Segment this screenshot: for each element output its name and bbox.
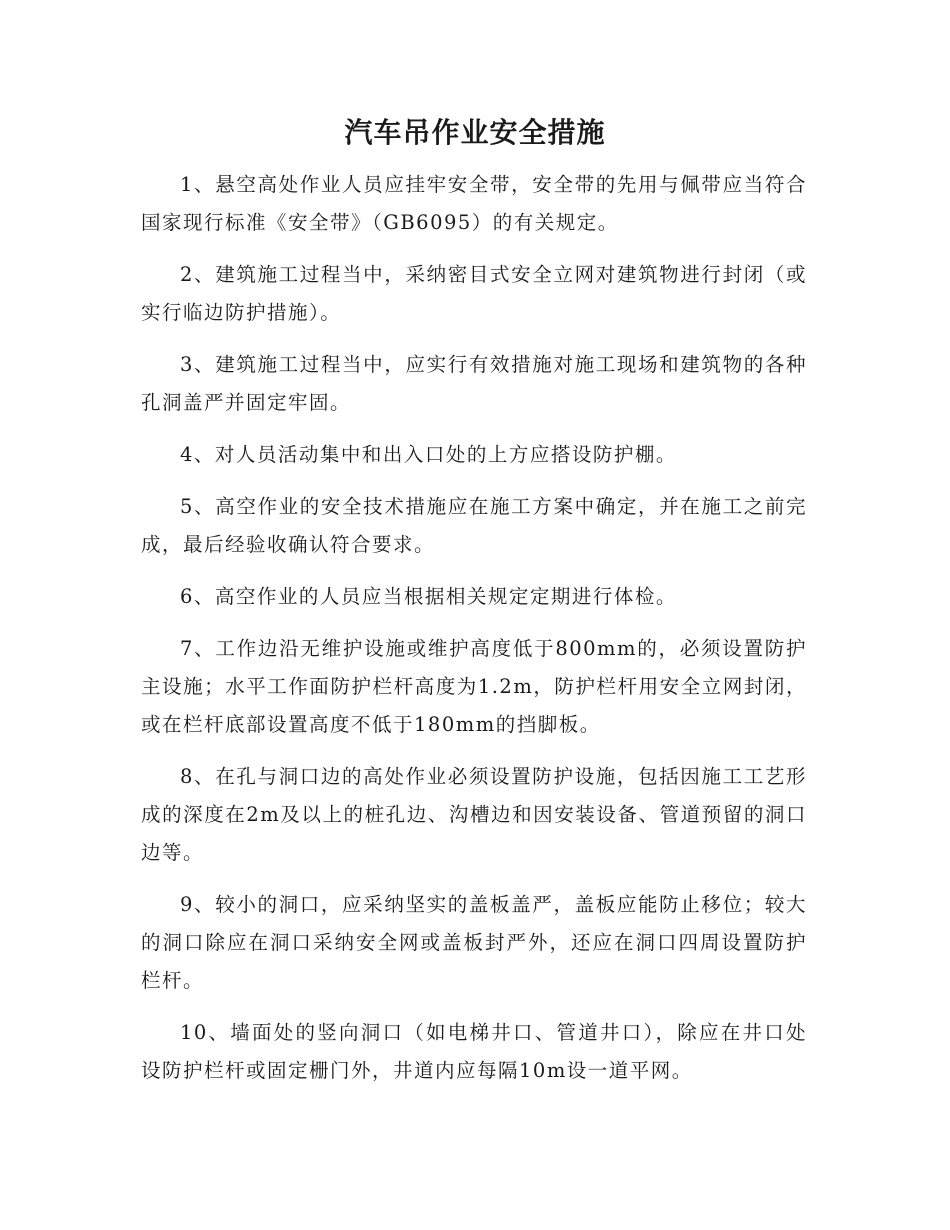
paragraph-3: 3、建筑施工过程当中，应实行有效措施对施工现场和建筑物的各种孔洞盖严并固定牢固。: [141, 353, 807, 414]
paragraph-8: 8、在孔与洞口边的高处作业必须设置防护设施，包括因施工工艺形成的深度在2m及以上的桩孔边、沟槽边和因安装设备、管道预留的洞口边等。: [141, 765, 807, 864]
paragraph-2: 2、建筑施工过程当中，采纳密目式安全立网对建筑物进行封闭（或实行临边防护措施）。: [141, 263, 807, 324]
paragraph-4: 4、对人员活动集中和出入口处的上方应搭设防护棚。: [180, 443, 677, 466]
paragraph-5: 5、高空作业的安全技术措施应在施工方案中确定，并在施工之前完成，最后经验收确认符合要求。: [141, 495, 807, 556]
document-body: [141, 166, 807, 1104]
paragraph-7: 7、工作边沿无维护设施或维护高度低于800mm的，必须设置防护主设施；水平工作面防护栏杆高度为1.2m，防护栏杆用安全立网封闭，或在栏杆底部设置高度不低于180mm的挡脚板。: [141, 637, 807, 736]
paragraph-1: 1、悬空高处作业人员应挂牢安全带，安全带的先用与佩带应当符合国家现行标准《安全带》（GB6095）的有关规定。: [141, 173, 807, 234]
paragraph-10: 10、墙面处的竖向洞口（如电梯井口、管道井口），除应在井口处设防护栏杆或固定栅门外，井道内应每隔10m设一道平网。: [141, 1021, 807, 1082]
paragraph-6: 6、高空作业的人员应当根据相关规定定期进行体检。: [180, 585, 677, 608]
paragraph-9: 9、较小的洞口，应采纳坚实的盖板盖严，盖板应能防止移位；较大的洞口除应在洞口采纳安全网或盖板封严外，还应在洞口四周设置防护栏杆。: [141, 893, 807, 992]
document-title: 汽车吊作业安全措施: [344, 116, 606, 149]
